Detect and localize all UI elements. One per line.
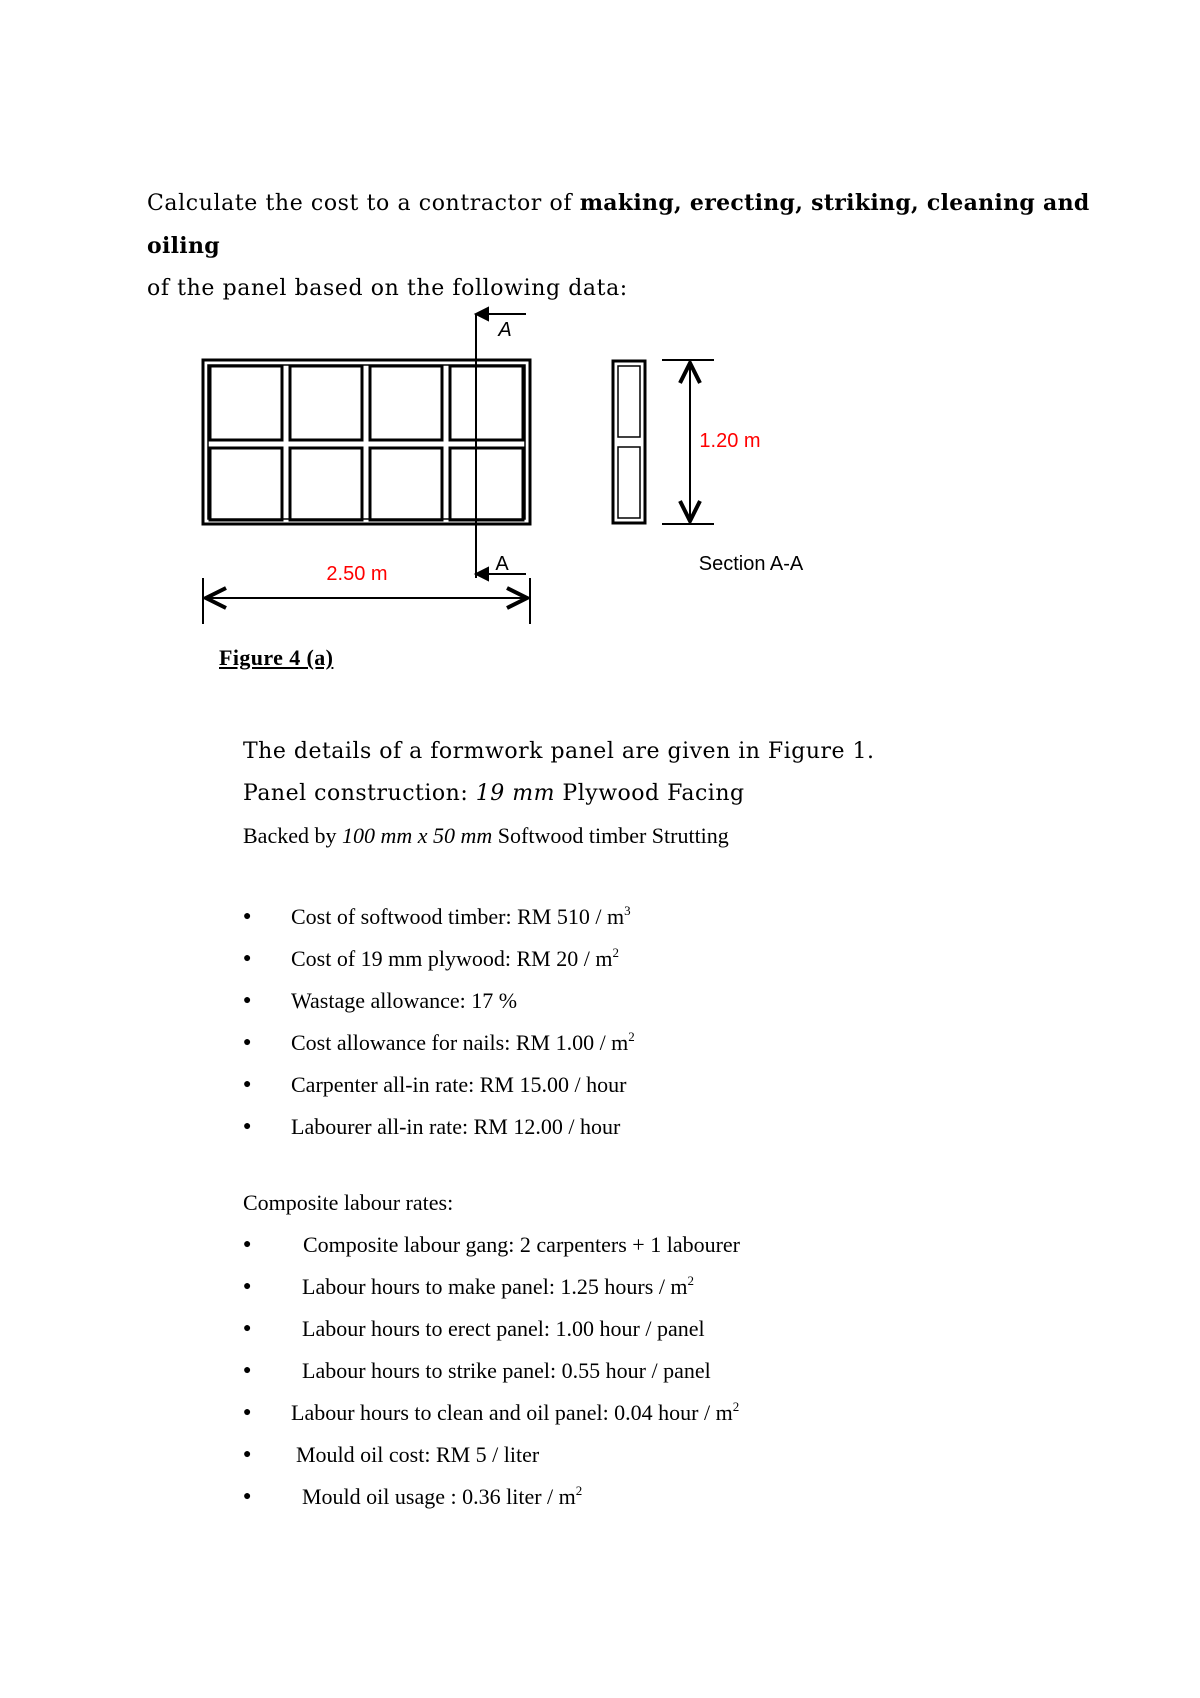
intro-bold: making, erecting, striking, cleaning and oiling — [147, 190, 1090, 259]
list-item: ● Labour hours to strike panel: 0.55 hour / panel — [243, 1350, 740, 1392]
intro-pre: Calculate the cost to a contractor of — [147, 191, 580, 216]
list-item: ● Labour hours to make panel: 1.25 hours / $m^2$ — [243, 1266, 740, 1308]
list-item: ● Labour hours to erect panel: 1.00 hour / panel — [243, 1308, 740, 1350]
list-item: ● Cost of softwood timber: RM $510 / m^3$ — [243, 896, 635, 938]
list-item: ● Cost allowance for nails: RM $1.00 / m^2$ — [243, 1022, 635, 1064]
section-label: Section A-A — [698, 553, 804, 575]
section-marker-bottom: A — [495, 553, 509, 575]
cost-list — [243, 896, 635, 1148]
height-label: 1.20 m — [699, 430, 761, 452]
list-item: ● Labourer all-in rate: RM 12.00 / hour — [243, 1106, 635, 1148]
list-item: ● Wastage allowance: 17 % — [243, 980, 635, 1022]
section-cut-line — [476, 308, 526, 580]
intro-post: of the panel based on the following data: — [147, 276, 628, 301]
details-line-2: Panel construction: 19 mm Plywood Facing — [243, 781, 745, 806]
details-line-1: The details of a formwork panel are given in Figure 1. — [243, 739, 875, 764]
list-item: ● Labour hours to clean and oil panel: 0.04 hour / $m^2$ — [243, 1392, 740, 1434]
section-marker-top: A — [498, 319, 512, 341]
composite-list — [243, 1224, 740, 1518]
section-elevation — [613, 361, 645, 523]
composite-title: Composite labour rates: — [243, 1190, 454, 1215]
figure-caption: Figure 4 (a) — [219, 645, 334, 670]
panel-elevation — [203, 360, 530, 524]
list-item: ● Composite labour gang: 2 carpenters + 1 labourer — [243, 1224, 740, 1266]
list-item: ● Mould oil usage : 0.36 liter / $m^2$ — [243, 1476, 740, 1518]
list-item: ● Cost of 19 mm plywood: RM $20 / m^2$ — [243, 938, 635, 980]
list-item: ● Carpenter all-in rate: RM 15.00 / hour — [243, 1064, 635, 1106]
list-item: ● Mould oil cost: RM 5 / liter — [243, 1434, 740, 1476]
details-line-3: Backed by 100 mm x 50 mm Softwood timber Strutting — [243, 823, 729, 848]
panel-details — [243, 731, 875, 857]
width-label: 2.50 m — [326, 563, 388, 585]
formwork-panel-figure — [0, 0, 1200, 700]
